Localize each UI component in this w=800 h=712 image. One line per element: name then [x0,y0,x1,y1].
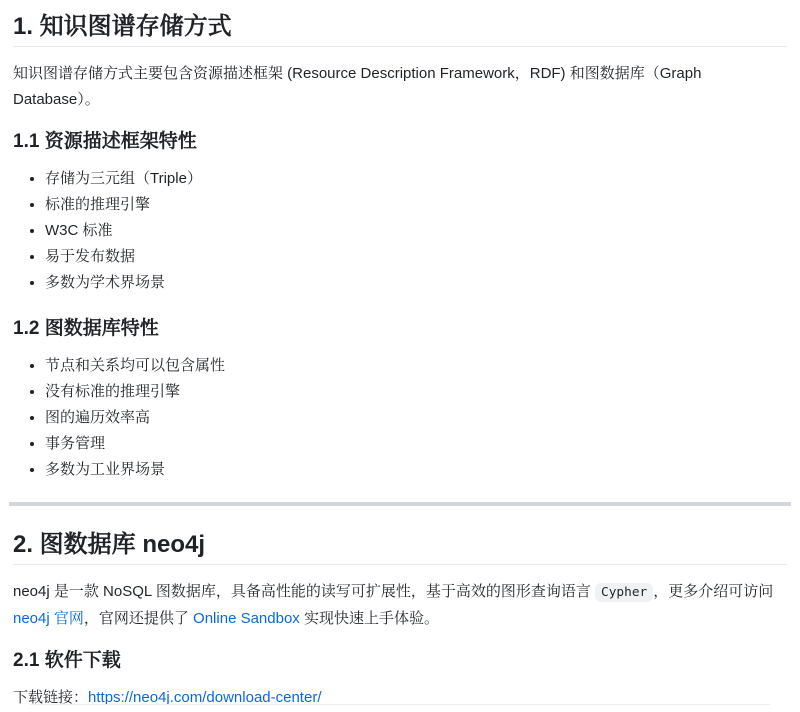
intro-text: neo4j 是一款 NoSQL 图数据库，具备高性能的读写可扩展性，基于高效的图形查询语言 [13,583,596,600]
section-divider [9,502,791,506]
list-item: • 多数为学术界场景 [45,270,787,296]
download-paragraph [13,685,787,711]
list-item: • 易于发布数据 [45,244,787,270]
list-item: • 标准的推理引擎 [45,192,787,218]
rdf-feature-list [13,166,787,296]
storage-intro-paragraph: 知识图谱存储方式主要包含资源描述框架 (Resource Description Framework，RDF) 和图数据库（Graph Database）。 [13,65,702,108]
list-item: • 节点和关系均可以包含属性 [45,353,787,379]
truncated-next-element-border [30,704,770,705]
subheading-rdf-features: 1.1 资源描述框架特性 [13,131,197,152]
intro-text: ，官网还提供了 [83,610,194,627]
subheading-software-download: 2.1 软件下载 [13,650,121,671]
download-label: 下载链接： [13,689,89,706]
list-item: • 图的遍历效率高 [45,405,787,431]
online-sandbox-link[interactable]: Online Sandbox [193,610,300,627]
list-item: • 多数为工业界场景 [45,457,787,483]
graphdb-feature-list [13,353,787,483]
list-item: • W3C 标准 [45,218,787,244]
neo4j-intro-paragraph [13,579,787,632]
intro-text: 实现快速上手体验。 [299,610,439,627]
neo4j-official-site-link[interactable]: neo4j 官网 [13,610,84,627]
subheading-graphdb-features: 1.2 图数据库特性 [13,318,159,339]
list-item: • 事务管理 [45,431,787,457]
heading-neo4j: 2. 图数据库 neo4j [13,530,787,565]
list-item: • 没有标准的推理引擎 [45,379,787,405]
list-item: • 存储为三元组（Triple） [45,166,787,192]
download-center-link[interactable]: https://neo4j.com/download-center/ [88,689,322,706]
heading-storage-methods: 1. 知识图谱存储方式 [13,12,787,47]
cypher-code-span: Cypher [595,583,653,602]
intro-text: ，更多介绍可访问 [653,583,774,600]
